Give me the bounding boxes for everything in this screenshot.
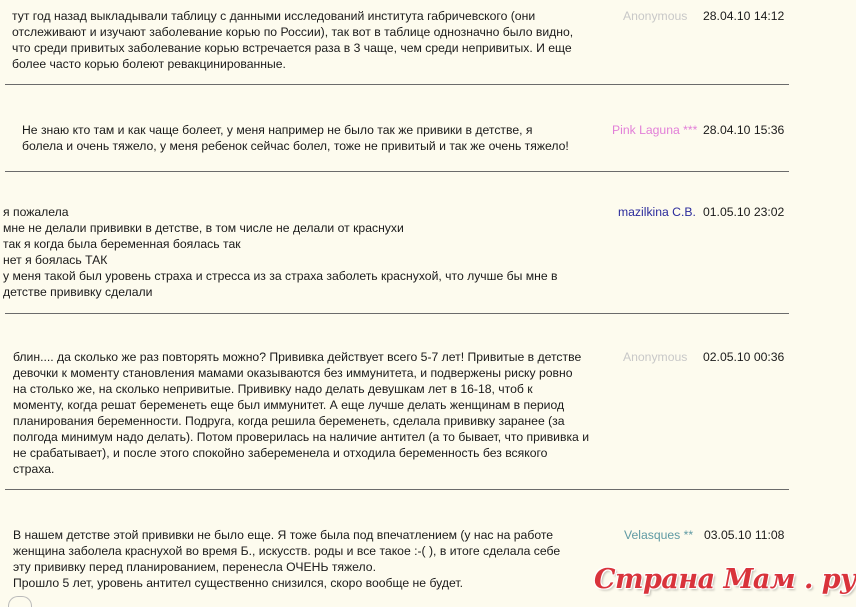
comment-text: блин.... да сколько же раз повторять можно? Прививка действует всего 5-7 лет! Привитые в детстве девочки к моменту становления мамами оказываются без иммунитета, и подвержены риску ровно на столько же, на сколько непривитые. Прививку надо делать девушкам лет в 16-18, чтоб к моменту, когда решат беременеть еще был иммунитет. А еще лучше делать женщинам в период планирования беременности. Подруга, когда решила беременеть, сделала прививку заранее (за полгода минимум надо делать). Потом проверилась на наличие антител (а то бывает, что прививка и не срабатывает), и после этого спокойно забеременела и отходила беременность без всякого страха. [13, 350, 590, 476]
comment-author[interactable]: mazilkina C.B. [618, 205, 696, 219]
divider [5, 84, 789, 85]
comment-author[interactable]: Velasques ** [624, 528, 694, 542]
comment-date: 02.05.10 00:36 [703, 350, 785, 364]
scroll-hint [8, 596, 32, 607]
comment-text: я пожалела мне не делали прививки в детстве, в том числе не делали от краснухи так я когда была беременная боялась так нет я боялась ТАК у меня такой был уровень страха и стресса из за страха заболеть краснухой, что лучше бы мне в детстве прививку сделали [3, 205, 558, 299]
comment-author[interactable]: Anonymous [623, 9, 688, 23]
divider [5, 313, 789, 314]
comment-date: 28.04.10 15:36 [703, 123, 785, 137]
comment-text: тут год назад выкладывали таблицу с данными исследований института габричевского (они отслеживают и изучают заболевание корью по России), так вот в таблице однозначно было видно, что среди привитых заболевание корью встречается раза в 3 чаще, чем среди непривитых. И еще более часто корью болеют ревакцинированные. [12, 9, 574, 71]
rating-stars: ** [683, 528, 694, 542]
comment-text: Не знаю кто там и как чаще болеет, у меня например не было так же привики в детстве, я болела и очень тяжело, у меня ребенок сейчас болел, тоже не привитый и так же очень тяжело! [22, 123, 569, 153]
comment-date: 28.04.10 14:12 [703, 9, 785, 23]
comment-author[interactable]: Anonymous [623, 350, 688, 364]
comment-author[interactable]: Pink Laguna *** [612, 123, 698, 137]
comment-text: В нашем детстве этой прививки не было еще. Я тоже была под впечатлением (у нас на работе женщина заболела краснухой во время Б., искусств. роды и все такое :-( ), в итоге сделала себе эту прививку перед планированием, перенесла ОЧЕНЬ тяжело. Прошло 5 лет, уровень антител существенно снизился, скоро вообще не будет. [13, 528, 561, 590]
divider [5, 171, 789, 172]
divider [5, 489, 789, 490]
rating-stars: *** [683, 123, 698, 137]
site-logo: Страна Мам . ру [594, 564, 856, 595]
comment-date: 03.05.10 11:08 [704, 528, 785, 542]
comment-date: 01.05.10 23:02 [703, 205, 785, 219]
